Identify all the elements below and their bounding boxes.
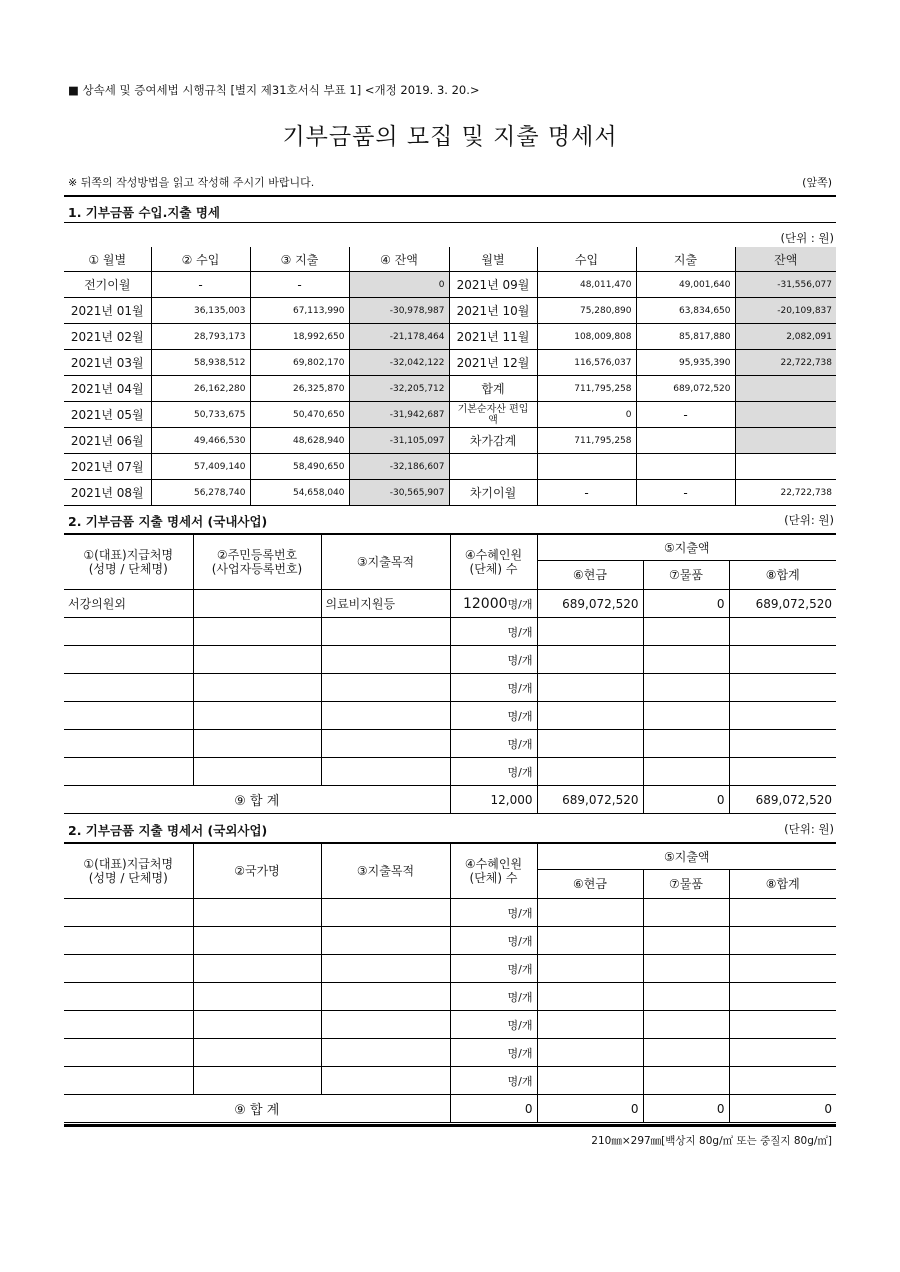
total-cell — [729, 646, 836, 674]
total-cell — [729, 955, 836, 983]
regno-cell — [193, 730, 321, 758]
table-row — [64, 983, 836, 1011]
recipient-cell — [64, 674, 193, 702]
recipient-cell — [64, 758, 193, 786]
column-header: ③ 지출 — [250, 247, 349, 272]
income-cell: 26,162,280 — [151, 376, 250, 402]
table-row — [64, 618, 836, 646]
purpose-cell — [321, 646, 450, 674]
balance-cell: -21,178,464 — [349, 324, 449, 350]
expense-cell: 85,817,880 — [636, 324, 735, 350]
balance-cell: -31,105,097 — [349, 428, 449, 454]
income-cell: 58,938,512 — [151, 350, 250, 376]
unit-suffix: 명/개 — [507, 906, 533, 920]
balance-cell — [735, 376, 836, 402]
balance-cell — [735, 402, 836, 428]
expense-cell: - — [250, 272, 349, 298]
total-cell — [729, 702, 836, 730]
recipient-cell — [64, 618, 193, 646]
cash-cell — [537, 758, 643, 786]
country-cell — [193, 899, 321, 927]
expense-cell: 49,001,640 — [636, 272, 735, 298]
month-cell: 2021년 12월 — [449, 350, 537, 376]
recipient-cell — [64, 927, 193, 955]
column-header: 월별 — [449, 247, 537, 272]
recipient-cell — [64, 702, 193, 730]
balance-cell: 0 — [349, 272, 449, 298]
section2-title: 2. 기부금품 지출 명세서 (국내사업) — [68, 514, 268, 529]
cash-header: ⑥현금 — [537, 870, 643, 899]
income-cell: 28,793,173 — [151, 324, 250, 350]
page-title: 기부금품의 모집 및 지출 명세서 — [282, 124, 618, 150]
income-cell: 48,011,470 — [537, 272, 636, 298]
beneficiary-count-cell — [450, 927, 537, 955]
sum-label: ⑨ 합 계 — [64, 786, 450, 814]
section1-rule — [64, 222, 836, 223]
recipient-cell — [64, 983, 193, 1011]
sum-row — [64, 1095, 836, 1123]
balance-cell: -31,556,077 — [735, 272, 836, 298]
goods-cell — [643, 758, 729, 786]
expense-cell — [636, 454, 735, 480]
expense-cell: 26,325,870 — [250, 376, 349, 402]
expense-cell: 95,935,390 — [636, 350, 735, 376]
recipient-cell — [64, 730, 193, 758]
purpose-cell — [321, 674, 450, 702]
recipient-cell — [64, 1011, 193, 1039]
country-cell — [193, 1039, 321, 1067]
cash-cell — [537, 1039, 643, 1067]
balance-cell: 22,722,738 — [735, 480, 836, 506]
column-header: 잔액 — [735, 247, 836, 272]
regno-cell — [193, 618, 321, 646]
expense-cell: 48,628,940 — [250, 428, 349, 454]
table-row — [64, 646, 836, 674]
table-row — [64, 402, 836, 428]
month-cell: 2021년 06월 — [64, 428, 151, 454]
month-cell: 2021년 11월 — [449, 324, 537, 350]
recipient-header: ①(대표)지급처명 (성명 / 단체명) — [64, 844, 193, 899]
table-row — [64, 272, 836, 298]
column-header: ④ 잔액 — [349, 247, 449, 272]
balance-cell: -32,186,607 — [349, 454, 449, 480]
table-row — [64, 454, 836, 480]
income-cell: 711,795,258 — [537, 376, 636, 402]
purpose-cell — [321, 983, 450, 1011]
recipient-cell — [64, 646, 193, 674]
income-cell: - — [151, 272, 250, 298]
country-cell — [193, 955, 321, 983]
country-cell — [193, 927, 321, 955]
total-cell — [729, 674, 836, 702]
balance-cell: 22,722,738 — [735, 350, 836, 376]
purpose-cell — [321, 899, 450, 927]
cash-cell — [537, 983, 643, 1011]
income-cell: 49,466,530 — [151, 428, 250, 454]
month-cell: 전기이월 — [64, 272, 151, 298]
recipient-cell — [64, 1039, 193, 1067]
purpose-cell — [321, 927, 450, 955]
sum-cash: 689,072,520 — [537, 786, 643, 814]
paper-spec: 210㎜×297㎜[백상지 80g/㎡ 또는 중질지 80g/㎡] — [591, 1135, 832, 1147]
income-cell: 116,576,037 — [537, 350, 636, 376]
sum-cash: 0 — [537, 1095, 643, 1123]
total-cell — [729, 1067, 836, 1095]
sum-count: 12,000 — [450, 786, 537, 814]
table-row — [64, 927, 836, 955]
sum-row — [64, 786, 836, 814]
beneficiary-count-cell — [450, 899, 537, 927]
month-cell — [449, 454, 537, 480]
goods-cell — [643, 730, 729, 758]
regno-header: ②주민등록번호 (사업자등록번호) — [193, 535, 321, 590]
column-header: ① 월별 — [64, 247, 151, 272]
unit-suffix: 명/개 — [507, 1046, 533, 1060]
sum-count: 0 — [450, 1095, 537, 1123]
beneficiary-count-cell — [450, 1011, 537, 1039]
instruction-note: ※ 뒤쪽의 작성방법을 읽고 작성해 주시기 바랍니다. — [68, 176, 315, 189]
purpose-cell — [321, 1039, 450, 1067]
balance-cell: -31,942,687 — [349, 402, 449, 428]
goods-cell — [643, 1067, 729, 1095]
expense-cell: - — [636, 402, 735, 428]
month-cell: 2021년 07월 — [64, 454, 151, 480]
month-cell: 차기이월 — [449, 480, 537, 506]
income-cell: - — [537, 480, 636, 506]
balance-cell: -20,109,837 — [735, 298, 836, 324]
income-cell: 711,795,258 — [537, 428, 636, 454]
goods-cell — [643, 983, 729, 1011]
balance-cell — [735, 428, 836, 454]
total-cell — [729, 983, 836, 1011]
cash-cell — [537, 899, 643, 927]
unit-suffix: 명/개 — [507, 962, 533, 976]
table-row — [64, 350, 836, 376]
balance-cell — [735, 454, 836, 480]
expense-cell: 50,470,650 — [250, 402, 349, 428]
beneficiary-count-cell — [450, 590, 537, 618]
month-cell: 2021년 10월 — [449, 298, 537, 324]
goods-cell — [643, 955, 729, 983]
goods-header: ⑦물품 — [643, 870, 729, 899]
unit-suffix: 명/개 — [507, 737, 533, 751]
expense-cell — [636, 428, 735, 454]
month-cell: 차가감계 — [449, 428, 537, 454]
section3-unit: (단위: 원) — [784, 822, 834, 836]
purpose-header: ③지출목적 — [321, 535, 450, 590]
income-cell: 56,278,740 — [151, 480, 250, 506]
table-row — [64, 428, 836, 454]
beneficiary-count-cell — [450, 674, 537, 702]
total-cell — [729, 899, 836, 927]
beneficiary-count-header: ④수혜인원 (단체) 수 — [450, 535, 537, 590]
income-cell: 36,135,003 — [151, 298, 250, 324]
unit-suffix: 명/개 — [507, 1018, 533, 1032]
column-header: ② 수입 — [151, 247, 250, 272]
goods-cell — [643, 646, 729, 674]
goods-cell — [643, 1011, 729, 1039]
purpose-cell — [321, 758, 450, 786]
regno-cell — [193, 758, 321, 786]
expense-cell: 54,658,040 — [250, 480, 349, 506]
amount-header: ⑤지출액 — [537, 535, 836, 561]
country-cell — [193, 1011, 321, 1039]
month-cell: 2021년 01월 — [64, 298, 151, 324]
recipient-cell: 서강의원외 — [64, 590, 193, 618]
unit-suffix: 명/개 — [507, 681, 533, 695]
unit-suffix: 명/개 — [507, 934, 533, 948]
table-row — [64, 1067, 836, 1095]
beneficiary-count-cell — [450, 1067, 537, 1095]
country-cell — [193, 1067, 321, 1095]
purpose-header: ③지출목적 — [321, 844, 450, 899]
total-cell — [729, 1011, 836, 1039]
recipient-header: ①(대표)지급처명 (성명 / 단체명) — [64, 535, 193, 590]
sum-goods: 0 — [643, 1095, 729, 1123]
table-row — [64, 298, 836, 324]
table-row — [64, 899, 836, 927]
month-cell: 2021년 08월 — [64, 480, 151, 506]
total-cell — [729, 927, 836, 955]
beneficiary-count-cell — [450, 955, 537, 983]
section3-title: 2. 기부금품 지출 명세서 (국외사업) — [68, 823, 268, 838]
cash-cell — [537, 646, 643, 674]
beneficiary-count-header: ④수혜인원 (단체) 수 — [450, 844, 537, 899]
total-cell — [729, 730, 836, 758]
column-header: 지출 — [636, 247, 735, 272]
cash-cell — [537, 730, 643, 758]
regno-cell — [193, 590, 321, 618]
cash-cell — [537, 1011, 643, 1039]
cash-cell — [537, 618, 643, 646]
table-row — [64, 1011, 836, 1039]
cash-cell — [537, 927, 643, 955]
total-cell: 689,072,520 — [729, 590, 836, 618]
purpose-cell — [321, 1011, 450, 1039]
column-header: 수입 — [537, 247, 636, 272]
goods-cell: 0 — [643, 590, 729, 618]
page-side-label: (앞쪽) — [802, 176, 832, 189]
section2-unit: (단위: 원) — [784, 513, 834, 527]
table-row — [64, 702, 836, 730]
country-cell — [193, 983, 321, 1011]
expense-cell: 58,490,650 — [250, 454, 349, 480]
unit-suffix: 명/개 — [507, 653, 533, 667]
purpose-cell — [321, 1067, 450, 1095]
beneficiary-count-cell — [450, 758, 537, 786]
expense-cell: 69,802,170 — [250, 350, 349, 376]
table-row — [64, 480, 836, 506]
month-cell: 2021년 04월 — [64, 376, 151, 402]
goods-cell — [643, 674, 729, 702]
income-cell: 0 — [537, 402, 636, 428]
goods-cell — [643, 1039, 729, 1067]
unit-suffix: 명/개 — [507, 1074, 533, 1088]
cash-cell — [537, 1067, 643, 1095]
income-cell: 75,280,890 — [537, 298, 636, 324]
unit-suffix: 명/개 — [507, 625, 533, 639]
cash-cell: 689,072,520 — [537, 590, 643, 618]
income-cell: 57,409,140 — [151, 454, 250, 480]
regno-cell — [193, 702, 321, 730]
beneficiary-count-value: 12000 — [462, 595, 508, 612]
unit-suffix: 명/개 — [507, 709, 533, 723]
income-cell: 108,009,808 — [537, 324, 636, 350]
month-cell: 2021년 09월 — [449, 272, 537, 298]
purpose-cell: 의료비지원등 — [321, 590, 450, 618]
table-row — [64, 376, 836, 402]
expense-cell: 18,992,650 — [250, 324, 349, 350]
income-cell — [537, 454, 636, 480]
section1-title: 1. 기부금품 수입.지출 명세 — [68, 205, 221, 220]
table-row — [64, 324, 836, 350]
month-cell: 기본순자산 편입액 — [449, 402, 537, 428]
table-row — [64, 955, 836, 983]
month-cell: 2021년 05월 — [64, 402, 151, 428]
income-cell: 50,733,675 — [151, 402, 250, 428]
income-expense-table — [64, 247, 836, 506]
recipient-cell — [64, 955, 193, 983]
goods-cell — [643, 618, 729, 646]
sum-goods: 0 — [643, 786, 729, 814]
law-reference: ■ 상속세 및 증여세법 시행규칙 [별지 제31호서식 부표 1] <개정 2019. 3. 20.> — [68, 83, 480, 97]
table-row — [64, 674, 836, 702]
total-cell — [729, 1039, 836, 1067]
bottom-rule — [64, 1124, 836, 1127]
month-cell: 합계 — [449, 376, 537, 402]
goods-header: ⑦물품 — [643, 561, 729, 590]
cash-cell — [537, 955, 643, 983]
section1-unit: (단위 : 원) — [780, 231, 834, 245]
balance-cell: -30,565,907 — [349, 480, 449, 506]
total-header: ⑧합계 — [729, 870, 836, 899]
overseas-expense-table — [64, 844, 836, 1123]
balance-cell: -32,042,122 — [349, 350, 449, 376]
goods-cell — [643, 927, 729, 955]
beneficiary-count-cell — [450, 646, 537, 674]
cash-cell — [537, 674, 643, 702]
expense-cell: - — [636, 480, 735, 506]
beneficiary-count-cell — [450, 730, 537, 758]
sum-label: ⑨ 합 계 — [64, 1095, 450, 1123]
beneficiary-count-cell — [450, 618, 537, 646]
month-cell: 2021년 02월 — [64, 324, 151, 350]
recipient-cell — [64, 1067, 193, 1095]
total-cell — [729, 758, 836, 786]
total-header: ⑧합계 — [729, 561, 836, 590]
goods-cell — [643, 899, 729, 927]
sum-total: 0 — [729, 1095, 836, 1123]
country-header: ②국가명 — [193, 844, 321, 899]
sum-total: 689,072,520 — [729, 786, 836, 814]
regno-cell — [193, 674, 321, 702]
table-row — [64, 730, 836, 758]
recipient-cell — [64, 899, 193, 927]
regno-cell — [193, 646, 321, 674]
top-rule — [64, 195, 836, 197]
beneficiary-count-cell — [450, 1039, 537, 1067]
purpose-cell — [321, 702, 450, 730]
unit-suffix: 명/개 — [507, 597, 533, 611]
unit-suffix: 명/개 — [507, 990, 533, 1004]
expense-cell: 63,834,650 — [636, 298, 735, 324]
goods-cell — [643, 702, 729, 730]
purpose-cell — [321, 618, 450, 646]
expense-cell: 689,072,520 — [636, 376, 735, 402]
domestic-expense-table — [64, 535, 836, 814]
balance-cell: -30,978,987 — [349, 298, 449, 324]
beneficiary-count-cell — [450, 983, 537, 1011]
cash-header: ⑥현금 — [537, 561, 643, 590]
balance-cell: 2,082,091 — [735, 324, 836, 350]
total-cell — [729, 618, 836, 646]
amount-header: ⑤지출액 — [537, 844, 836, 870]
cash-cell — [537, 702, 643, 730]
purpose-cell — [321, 730, 450, 758]
balance-cell: -32,205,712 — [349, 376, 449, 402]
table-row — [64, 1039, 836, 1067]
beneficiary-count-cell — [450, 702, 537, 730]
unit-suffix: 명/개 — [507, 765, 533, 779]
expense-cell: 67,113,990 — [250, 298, 349, 324]
purpose-cell — [321, 955, 450, 983]
table-row — [64, 590, 836, 618]
table-row — [64, 758, 836, 786]
month-cell: 2021년 03월 — [64, 350, 151, 376]
